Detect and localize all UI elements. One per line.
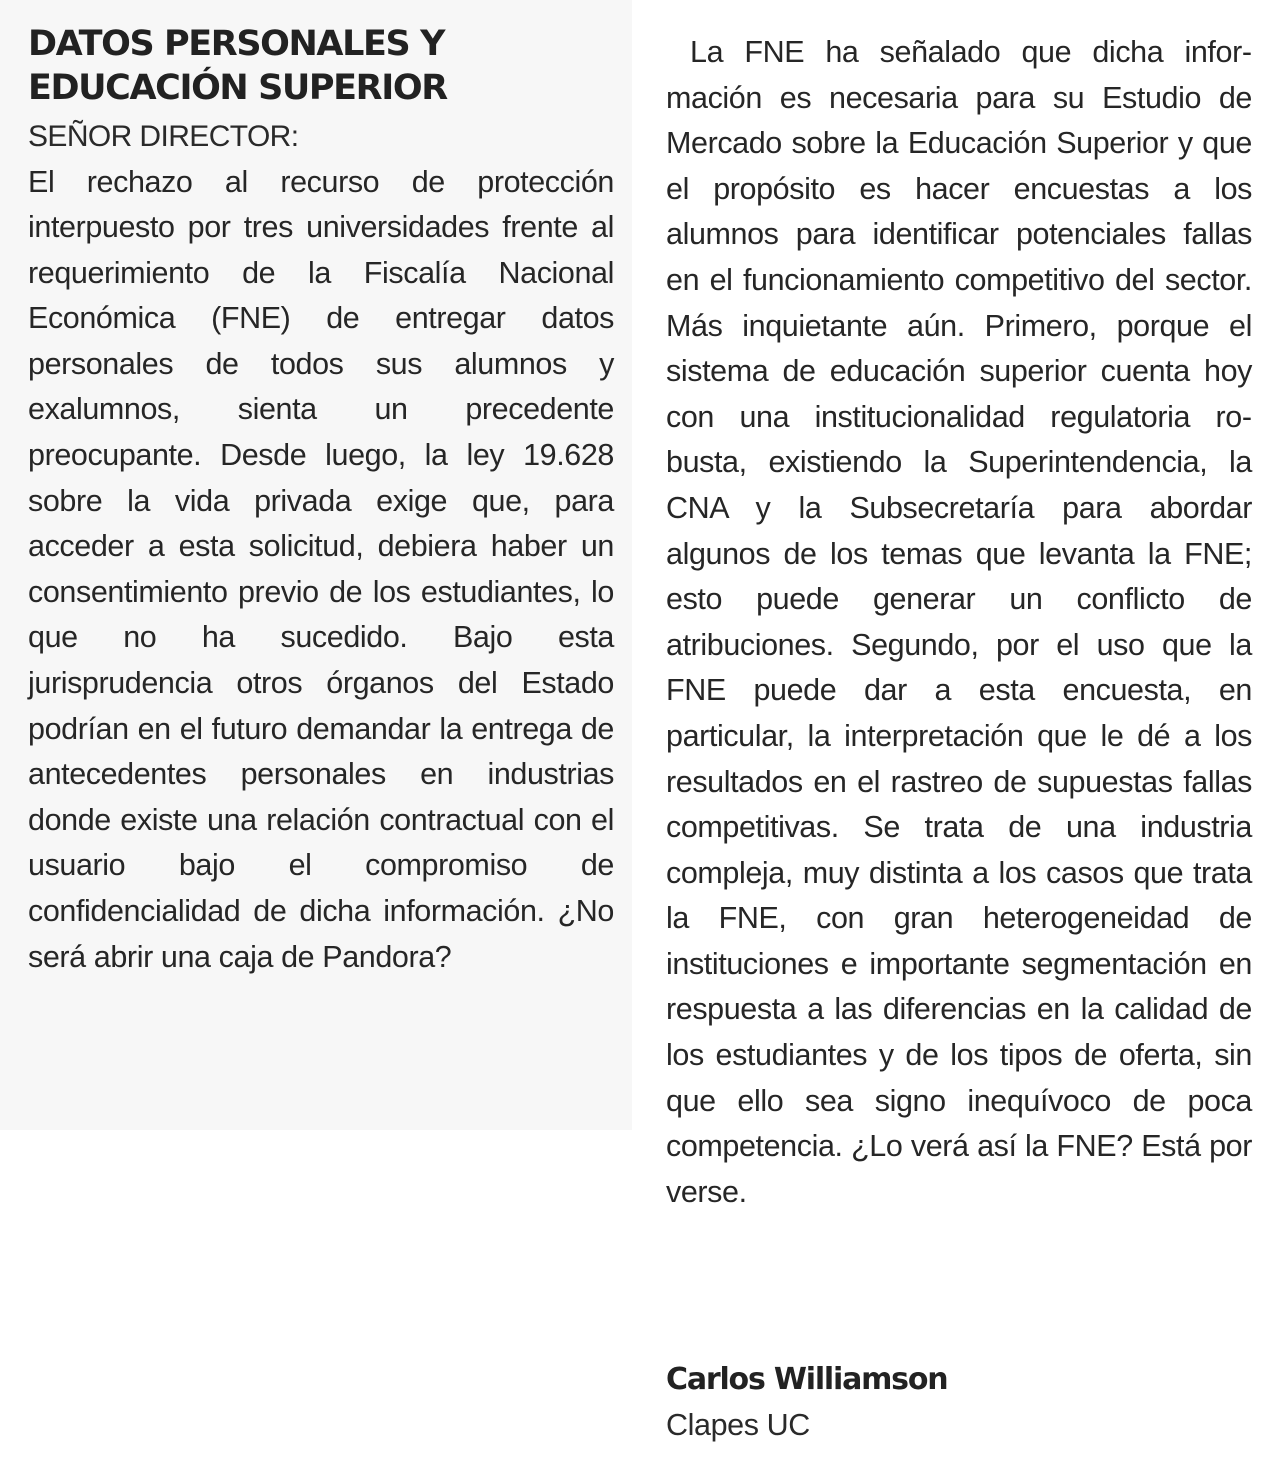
signature-name: Carlos Williamson <box>666 1362 948 1397</box>
signature-organization: Clapes UC <box>666 1408 810 1442</box>
headline-line-2: EDUCACIÓN SUPERIOR <box>28 68 447 108</box>
letter-salutation: SEÑOR DIRECTOR: <box>28 120 299 153</box>
letter-paragraph-left: El rechazo al recurso de protección interpuesto por tres universidades frente al requerimiento de la Fiscalía Nacional Económica (FNE) de entregar datos personales de todos sus alumnos y exalumnos, sienta un precedente preocupante. Desde luego, la ley 19.628 sobre la vida privada exige que, para acceder a esta solicitud, debiera haber un consentimiento previo de los estudiantes, lo que no ha sucedido. Bajo esta jurisprudencia otros órganos del Estado podrían en el futuro demandar la entrega de antecedentes personales en industrias donde existe una relación contractual con el usuario bajo el compromiso de confidencialidad de dicha información. ¿No será abrir una caja de Pandora? <box>28 164 614 974</box>
headline-line-1: DATOS PERSONALES Y <box>28 24 445 64</box>
letter-paragraph-right: La FNE ha señalado que dicha información es necesaria para su Estudio de Mercado sobre la Educación Superior y que el propósito es hacer encuestas a los alumnos para identificar potenciales fallas en el funcionamiento competitivo del sector. Más inquietante aún. Primero, porque el sistema de educación superior cuenta hoy con una institucionalidad regulatoria robusta, existiendo la Superintendencia, la CNA y la Subsecretaría para abordar algunos de los temas que levanta la FNE; esto puede generar un conflicto de atribuciones. Segundo, por el uso que la FNE puede dar a esta encuesta, en particular, la interpretación que le dé a los resultados en el rastreo de supuestas fallas competitivas. Se trata de una industria compleja, muy distinta a los casos que trata la FNE, con gran heterogeneidad de instituciones e importante segmentación en respuesta a las diferencias en la calidad de los estudiantes y de los tipos de oferta, sin que ello sea signo inequívoco de poca competencia. ¿Lo verá así la FNE? Está por verse. <box>666 35 1252 1209</box>
right-column <box>666 30 1252 1215</box>
letter-headline <box>28 22 614 110</box>
left-column <box>28 22 614 980</box>
